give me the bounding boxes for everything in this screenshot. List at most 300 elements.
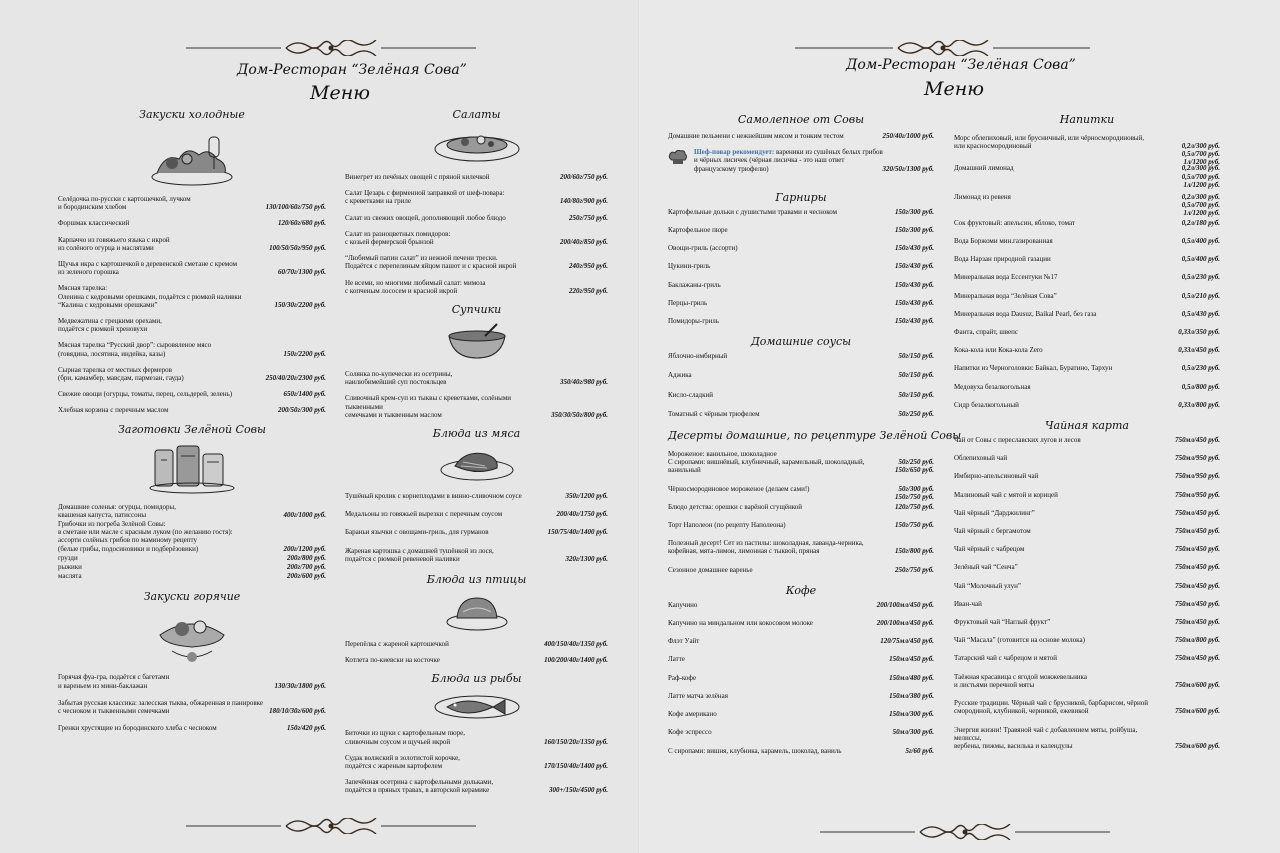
menu-item-name: Цукини-гриль bbox=[668, 262, 711, 271]
menu-item-name: Чай чёрный с чабрецом bbox=[954, 545, 1025, 554]
menu-item bbox=[954, 673, 1220, 689]
menu-item-name: Щучья икра с картошечкой в деревенской сметане с кремом из зеленого горошка bbox=[58, 260, 238, 277]
section-title-garnish: Гарниры bbox=[775, 190, 827, 204]
menu-item-price: 300+/150г/4500 руб. bbox=[549, 786, 608, 795]
menu-item-price: 750мл/950 руб. bbox=[1175, 490, 1220, 499]
menu-item-name: “Любимый папин салат” из нежной печени трески. Подаётся с перепелиным яйцом пашот и с красной икрой bbox=[345, 254, 517, 271]
menu-item-name: Полезный десерт! Сет из пастилы: шоколадная, лаванда-черника, кофейная, мята-лимон, лимонная с тыквой, пряная bbox=[668, 539, 864, 556]
menu-item-name: Чай от Совы с переславских лугов и лесов bbox=[954, 436, 1081, 445]
menu-item-price: 50г/250 руб. bbox=[898, 409, 934, 418]
menu-item-price: 750мл/600 руб. bbox=[1175, 741, 1220, 750]
menu-item-price: 750мл/450 руб. bbox=[1175, 436, 1220, 445]
menu-item bbox=[668, 410, 934, 418]
menu-item-price: 0,5л/400 руб. bbox=[1181, 255, 1220, 264]
menu-item bbox=[345, 510, 608, 518]
menu-item-name: Карпаччо из говяжьего языка с икрой из солёного огурца и маслятами bbox=[58, 235, 170, 252]
menu-item bbox=[668, 132, 934, 140]
menu-item bbox=[954, 328, 1220, 336]
menu-item-name: Флэт Уайт bbox=[668, 637, 700, 646]
menu-item-price: 150/75/40г/1400 руб. bbox=[547, 528, 608, 537]
menu-item-price: 170/150/40г/1400 руб. bbox=[544, 762, 608, 771]
chef-recommends-text: вареники из сушёных белых грибов и чёрных лисичек (чёрная лисичка - это наш ответ французскому трюфелю) bbox=[694, 148, 883, 173]
menu-item-name: Сливочный крем-суп из тыквы с креветками, солёными тыквенными семечками и тыквенным маслом bbox=[345, 394, 512, 419]
menu-item bbox=[954, 527, 1220, 535]
menu-item-price: 150г/2200 руб. bbox=[283, 349, 326, 358]
menu-item bbox=[954, 545, 1220, 553]
menu-item bbox=[58, 520, 326, 553]
menu-item bbox=[954, 273, 1220, 281]
menu-item-name: Картофельные дольки с душистыми травами и чесноком bbox=[668, 207, 838, 216]
menu-item bbox=[58, 554, 326, 562]
menu-item bbox=[345, 729, 608, 745]
menu-item-price: 50мл/300 руб. bbox=[892, 728, 934, 737]
chef-recommends-price: 320/50г/1300 руб. bbox=[882, 164, 934, 173]
menu-item bbox=[954, 618, 1220, 626]
menu-item bbox=[345, 173, 608, 181]
menu-item bbox=[668, 299, 934, 307]
menu-item bbox=[668, 391, 934, 399]
menu-item-name: Русские традиции. Чёрный чай с брусникой, барбарисом, чёрной смородиной, клубникой, черникой, ежевикой bbox=[954, 699, 1148, 716]
menu-item bbox=[668, 244, 934, 252]
menu-item bbox=[58, 406, 326, 414]
menu-item bbox=[954, 436, 1220, 444]
menu-item-price: 200г/600 руб. bbox=[286, 572, 326, 581]
menu-item-name: Сидр безалкогольный bbox=[954, 400, 1019, 409]
menu-item bbox=[345, 492, 608, 500]
menu-item bbox=[345, 778, 608, 794]
menu-item-price: 250/40/20г/2300 руб. bbox=[265, 374, 326, 383]
menu-item-price: 250г/750 руб. bbox=[894, 565, 934, 574]
menu-item-price: 0,5л/800 руб. bbox=[1181, 382, 1220, 391]
menu-item bbox=[668, 692, 934, 700]
menu-item-name: Свежие овощи (огурцы, томаты, перец, сельдерей, зелень) bbox=[58, 390, 233, 399]
menu-item bbox=[345, 189, 608, 205]
right-page bbox=[640, 0, 1280, 853]
menu-item-name: Забытая русская классика: залесская тыква, обжаренная в панировке с чесноком и тыквенными семечками bbox=[58, 698, 263, 716]
menu-item-price: 150г/800 руб. bbox=[894, 547, 934, 556]
menu-item bbox=[345, 370, 608, 386]
section-title-meat: Блюда из мяса bbox=[432, 427, 521, 441]
menu-item bbox=[954, 219, 1220, 227]
menu-item bbox=[954, 383, 1220, 391]
menu-item-name: Фруктовый чай “Наглый фрукт” bbox=[954, 618, 1051, 627]
menu-item-price: 750мл/950 руб. bbox=[1175, 454, 1220, 463]
menu-item-price: 0,5л/230 руб. bbox=[1181, 364, 1220, 373]
menu-item-name: Медовуха безалкогольная bbox=[954, 382, 1031, 391]
menu-item bbox=[58, 563, 326, 571]
menu-item bbox=[58, 366, 326, 382]
menu-item-price: 150г/300 руб. bbox=[894, 226, 934, 235]
menu-item-price: 650г/1400 руб. bbox=[283, 390, 326, 399]
menu-item-price: 200г/800 руб. bbox=[286, 553, 326, 562]
menu-item-name: Кофе эспрессо bbox=[668, 728, 712, 737]
menu-item-name: Перепёлка с жареной картошечкой bbox=[345, 640, 449, 649]
menu-item-name: Чай “Молочный улун” bbox=[954, 581, 1022, 590]
menu-item-name: Минеральная вода Ессентуки №17 bbox=[954, 273, 1058, 282]
menu-item bbox=[668, 226, 934, 234]
menu-item bbox=[668, 601, 934, 609]
menu-item-price: 120г/750 руб. bbox=[894, 502, 934, 511]
section-title-cold-appetizers: Закуски холодные bbox=[139, 108, 245, 121]
menu-item-price: 150г/750 руб. bbox=[894, 521, 934, 530]
section-title-drinks: Напитки bbox=[1059, 113, 1115, 126]
menu-item-name: Торт Наполеон (по рецепту Наполеона) bbox=[668, 521, 786, 530]
menu-item bbox=[668, 566, 934, 574]
menu-item bbox=[58, 317, 326, 333]
menu-item bbox=[345, 640, 608, 648]
menu-item-price: 150мл/380 руб. bbox=[889, 691, 934, 700]
menu-item bbox=[345, 254, 608, 270]
menu-item bbox=[668, 619, 934, 627]
menu-item bbox=[954, 346, 1220, 354]
menu-item-price: 350/30/50г/800 руб. bbox=[551, 410, 608, 419]
menu-item-name: Латте bbox=[668, 655, 685, 664]
menu-item-price: 250/40г/1000 руб. bbox=[882, 132, 934, 140]
menu-item bbox=[345, 754, 608, 770]
chef-recommends-label: Шеф-повар рекомендует: bbox=[694, 148, 775, 157]
menu-item-name: Имбирно-апельсиновый чай bbox=[954, 472, 1039, 481]
section-title-sova-handmade: Самолепное от Совы bbox=[737, 113, 865, 126]
menu-item bbox=[345, 394, 608, 419]
menu-item bbox=[668, 352, 934, 360]
menu-item bbox=[58, 284, 326, 309]
menu-item-name: Кофе американо bbox=[668, 710, 717, 719]
menu-item-name: Мясная тарелка: Оленина с кедровыми орешками, подаётся с рюмкой наливки “Калина с кедровыми орешками” bbox=[58, 284, 242, 309]
menu-item-price: 160/150/20г/1350 руб. bbox=[544, 737, 608, 746]
menu-item-price: 100/50/50г/950 руб. bbox=[269, 243, 326, 252]
menu-item-name: Минеральная вода Dausuz, Baikal Pearl, без газа bbox=[954, 309, 1097, 318]
menu-item-price: 750мл/450 руб. bbox=[1175, 599, 1220, 608]
menu-item bbox=[58, 219, 326, 227]
menu-item-name: Татарский чай с чабрецом и мятой bbox=[954, 654, 1057, 663]
menu-item bbox=[954, 726, 1220, 751]
hot-appetizers-list bbox=[58, 673, 326, 732]
menu-item bbox=[345, 230, 608, 246]
section-title-fish: Блюда из рыбы bbox=[431, 672, 522, 686]
menu-item-name: Форшмак классический bbox=[58, 219, 130, 228]
menu-item-name: Картофельное пюре bbox=[668, 226, 728, 235]
menu-item-price: 150мл/450 руб. bbox=[889, 655, 934, 664]
menu-item-price: 200/50г/300 руб. bbox=[278, 406, 326, 415]
menu-item-price: 350/40г/980 руб. bbox=[560, 378, 608, 387]
menu-item bbox=[954, 472, 1220, 480]
menu-item bbox=[954, 582, 1220, 590]
menu-item-price: 750мл/450 руб. bbox=[1175, 508, 1220, 517]
cold-appetizers-illustration bbox=[147, 125, 237, 187]
section-title-preserves: Заготовки Зелёной Совы bbox=[118, 422, 266, 436]
menu-item bbox=[58, 699, 326, 715]
menu-item-name: Сырная тарелка от местных фермеров (бри, камамбер, мавсдам, пармезан, гауда) bbox=[58, 365, 184, 383]
menu-item-name: Медвежатина с грецкими орехами, подаётся с рюмкой хреновухи bbox=[58, 317, 162, 334]
menu-item-name: Минеральная вода “Зелёная Сова” bbox=[954, 291, 1057, 300]
menu-item-price: 0,5л/400 руб. bbox=[1181, 237, 1220, 246]
menu-item-price: 400/150/40г/1350 руб. bbox=[544, 640, 608, 649]
menu-item-name: Чай “Масала” (готовится на основе молока) bbox=[954, 636, 1085, 645]
menu-item-name: Биточки из щуки с картофельным пюре, сливочным соусом и щучьей икрой bbox=[345, 729, 465, 746]
menu-item-price: 750мл/450 руб. bbox=[1175, 618, 1220, 627]
menu-item bbox=[954, 401, 1220, 409]
cold-appetizers-list bbox=[58, 195, 326, 415]
sauce-list bbox=[668, 352, 934, 418]
menu-item-name: Латте матча зелёная bbox=[668, 691, 728, 700]
meat-illustration bbox=[437, 444, 517, 484]
menu-item-price: 180/10/30г/600 руб. bbox=[269, 707, 326, 716]
salads-illustration bbox=[431, 125, 523, 165]
menu-item-price: 200/40г/850 руб. bbox=[560, 238, 608, 247]
menu-item-name: Таёжная красавица с ягодой можжевельника и листьями перечной мяты bbox=[954, 672, 1087, 689]
menu-item bbox=[668, 637, 934, 645]
menu-item bbox=[668, 208, 934, 216]
menu-item bbox=[345, 279, 608, 295]
menu-item-name: Блюдо детства: орешки с варёной сгущёнкой bbox=[668, 502, 803, 511]
menu-item-price: 200/40г/1750 руб. bbox=[556, 510, 608, 519]
menu-item-price: 50г/150 руб. bbox=[898, 352, 934, 361]
menu-item-name: Энергия жизни! Травяной чай с добавлением мяты, ройбуша, мелиссы, вербены, пижмы, василька и календулы bbox=[954, 725, 1138, 750]
menu-item-price: 150г/430 руб. bbox=[894, 298, 934, 307]
menu-item-price: 150мл/480 руб. bbox=[889, 673, 934, 682]
menu-item-price: 0,2л/180 руб. bbox=[1181, 218, 1220, 227]
drinks-list bbox=[954, 219, 1220, 409]
restaurant-name: Дом-Ресторан “Зелёная Сова” bbox=[237, 62, 467, 78]
right-column-1 bbox=[668, 113, 962, 765]
menu-item-name: Сок фруктовый: апельсин, яблоко, томат bbox=[954, 218, 1075, 227]
menu-item-name: рыжики bbox=[58, 563, 82, 572]
menu-item bbox=[58, 341, 326, 357]
menu-item-price: 750мл/950 руб. bbox=[1175, 472, 1220, 481]
menu-item bbox=[345, 214, 608, 222]
menu-item bbox=[954, 636, 1220, 644]
menu-item-price: 750мл/450 руб. bbox=[1175, 545, 1220, 554]
menu-item bbox=[668, 371, 934, 379]
preserves-illustration bbox=[147, 440, 237, 495]
menu-item-price: 200г/1200 руб. bbox=[283, 544, 326, 553]
menu-item bbox=[668, 728, 934, 736]
menu-item-name: Зелёный чай “Сенча” bbox=[954, 563, 1018, 572]
menu-item-name: Салат Цезарь с фирменной заправкой от шеф-повара: с креветками на гриле bbox=[345, 189, 505, 206]
rhubarb-lemonade-item: Лимонад из ревеня 0,2л/300 руб. 0,5л/700 руб. 1л/1200 руб. bbox=[954, 192, 1220, 218]
soups-illustration bbox=[437, 320, 517, 362]
menu-item-price: 750мл/600 руб. bbox=[1175, 707, 1220, 716]
menu-item-name: Горячая фуа-гра, подаётся с багетами и вареньем из мини-баклажан bbox=[58, 673, 170, 690]
menu-item-name: Бараньи язычки с овощами-гриль, для гурманов bbox=[345, 528, 489, 537]
menu-item bbox=[58, 236, 326, 252]
section-title-desserts: Десерты домашние, по рецептуре Зелёной Совы bbox=[668, 429, 962, 443]
menu-item-name: Капучино bbox=[668, 600, 698, 609]
menu-item-price: 750мл/600 руб. bbox=[1175, 680, 1220, 689]
menu-item bbox=[345, 528, 608, 536]
menu-item-name: Перцы-гриль bbox=[668, 298, 708, 307]
lemonade-item: Домашний лимонад 0,2л/300 руб. 0,5л/700 руб. 1л/1200 руб. bbox=[954, 164, 1220, 189]
menu-item-name: грузди bbox=[58, 553, 78, 562]
menu-item bbox=[58, 673, 326, 689]
restaurant-name-right: Дом-Ресторан “Зелёная Сова” bbox=[846, 57, 1076, 73]
menu-item-price: 350г/1200 руб. bbox=[565, 492, 608, 501]
menu-item bbox=[954, 699, 1220, 715]
bottom-ornament-left bbox=[186, 818, 476, 834]
menu-item-price: 60/70г/1300 руб. bbox=[278, 268, 326, 277]
top-ornament-right bbox=[795, 40, 1090, 56]
menu-item-price: 5г/60 руб. bbox=[905, 746, 934, 755]
section-title-poultry: Блюда из птицы bbox=[426, 573, 527, 587]
menu-item bbox=[668, 281, 934, 289]
pelmeni-item bbox=[668, 132, 934, 140]
section-title-coffee: Кофе bbox=[785, 583, 817, 597]
menu-item-price: 120/60г/680 руб. bbox=[278, 219, 326, 228]
section-title-hot-appetizers: Закуски горячие bbox=[143, 590, 241, 604]
menu-item-name: Малиновый чай с мятой и корицей bbox=[954, 490, 1058, 499]
hot-appetizers-illustration bbox=[152, 607, 232, 665]
menu-item-name: Иван-чай bbox=[954, 599, 982, 608]
menu-item-name: Раф-кофе bbox=[668, 673, 697, 682]
menu-item-name: Капучино на миндальном или кокосовом молоке bbox=[668, 619, 813, 628]
menu-item bbox=[954, 509, 1220, 517]
menu-item bbox=[954, 563, 1220, 571]
menu-item-name: Вода Нарзан природной газации bbox=[954, 255, 1051, 264]
menu-item-name: маслята bbox=[58, 572, 82, 581]
soups-list bbox=[345, 370, 608, 419]
menu-item-price: 220г/950 руб. bbox=[568, 286, 608, 295]
menu-item-price: 320г/1300 руб. bbox=[565, 554, 608, 563]
menu-item-price: 750мл/800 руб. bbox=[1175, 636, 1220, 645]
menu-item-price: 150г/430 руб. bbox=[894, 262, 934, 271]
menu-item bbox=[954, 237, 1220, 245]
menu-item bbox=[668, 262, 934, 270]
menu-item-name: Мясная тарелка “Русский двор”: сыровяленое мясо (говядина, лосятина, индейка, казы) bbox=[58, 341, 212, 358]
coffee-list bbox=[668, 601, 934, 755]
menu-item-price: 750мл/450 руб. bbox=[1175, 654, 1220, 663]
menu-item-price: 250г/750 руб. bbox=[568, 213, 608, 222]
menu-item bbox=[954, 310, 1220, 318]
menu-item-name: Овощи-гриль (ассорти) bbox=[668, 244, 738, 253]
menu-item bbox=[668, 539, 934, 555]
menu-item-price: 240г/950 руб. bbox=[568, 262, 608, 271]
menu-item-price: 200г/700 руб. bbox=[286, 563, 326, 572]
menu-item-name: Салат из разноцветных помидоров: с козьей фермерской брынзой bbox=[345, 229, 451, 247]
menu-item-name: Томатный с чёрным трюфелем bbox=[668, 409, 760, 418]
menu-item-price: 50г/150 руб. bbox=[898, 390, 934, 399]
menu-item-price: 140/80г/900 руб. bbox=[560, 197, 608, 206]
ice-cream-item: Мороженое: ванильное, шоколадное С сиропами: вишнёвый, клубничный, карамельный, шоколадный, ванильный 50г/250 руб. 150г/650 руб. bbox=[668, 450, 934, 475]
menu-title-right: Меню bbox=[924, 78, 984, 100]
menu-item bbox=[668, 503, 934, 511]
menu-item-name: Напитки из Черноголовки: Байкал, Буратино, Тархун bbox=[954, 364, 1113, 373]
menu-title: Меню bbox=[310, 82, 370, 104]
menu-item-price: 0,33л/800 руб. bbox=[1178, 400, 1220, 409]
menu-item-price: 200/100мл/450 руб. bbox=[876, 619, 934, 628]
menu-item bbox=[954, 364, 1220, 372]
menu-item bbox=[954, 491, 1220, 499]
fish-illustration bbox=[433, 689, 521, 721]
menu-item-price: 150г/430 руб. bbox=[894, 244, 934, 253]
fish-list bbox=[345, 729, 608, 794]
garnish-list bbox=[668, 208, 934, 325]
menu-item bbox=[58, 503, 326, 519]
chef-hat-icon bbox=[668, 150, 688, 166]
menu-item bbox=[668, 317, 934, 325]
left-column-2 bbox=[345, 108, 608, 803]
menu-item-price: 0,5л/210 руб. bbox=[1181, 291, 1220, 300]
menu-item-name: Тушёный кролик с корнеплодами в винно-сливочном соусе bbox=[345, 492, 522, 501]
menu-item-price: 750мл/450 руб. bbox=[1175, 563, 1220, 572]
menu-item-price: 0,33л/350 руб. bbox=[1178, 328, 1220, 337]
menu-item bbox=[58, 572, 326, 580]
menu-item bbox=[58, 724, 326, 732]
menu-item-name: С сиропами: вишня, клубника, карамель, шоколад, ваниль bbox=[668, 746, 842, 755]
poultry-illustration bbox=[443, 590, 511, 632]
menu-item-name: Кока-кола или Кока-кола Zero bbox=[954, 346, 1043, 355]
menu-item bbox=[954, 454, 1220, 462]
menu-item-price: 150г/300 руб. bbox=[894, 207, 934, 216]
menu-item-price: 130/30г/1800 руб. bbox=[274, 681, 326, 690]
menu-item-name: Аджика bbox=[668, 371, 692, 380]
menu-item-name: Судак волжский в золотистой корочке, подаётся с жареным картофелем bbox=[345, 753, 460, 771]
menu-item-name: Запечённая осетрина с картофельными дольками, подаётся в пряных травах, в авторской керамике bbox=[345, 778, 494, 795]
menu-item bbox=[345, 547, 608, 563]
menu-item bbox=[58, 195, 326, 211]
menu-item-name: Грибочки из погреба Зелёной Совы: в сметане или масле с красным луком (по желанию гостя): ассорти солёных грибов по маминому рецепту (белые грибы, подосиновики и подберёзовики) bbox=[58, 520, 233, 553]
tea-list bbox=[954, 436, 1220, 750]
bottom-ornament-right bbox=[820, 824, 1110, 840]
menu-item bbox=[954, 600, 1220, 608]
section-title-salads: Салаты bbox=[452, 108, 501, 121]
menu-item bbox=[668, 521, 934, 529]
poultry-list bbox=[345, 640, 608, 664]
menu-item-price: 150г/420 руб. bbox=[286, 724, 326, 733]
menu-item-name: Фанта, спрайт, швепс bbox=[954, 328, 1018, 337]
menu-item-price: 50г/150 руб. bbox=[898, 371, 934, 380]
menu-item-price: 200/60г/750 руб. bbox=[560, 173, 608, 181]
menu-item-price: 150мл/300 руб. bbox=[889, 710, 934, 719]
menu-item bbox=[668, 655, 934, 663]
menu-item-name: Салат из свежих овощей, дополняющий любое блюдо bbox=[345, 213, 506, 222]
preserves-list bbox=[58, 503, 326, 581]
menu-item-price: 120/75мл/450 руб. bbox=[880, 637, 934, 646]
menu-item-price: 150г/430 руб. bbox=[894, 280, 934, 289]
menu-item bbox=[345, 656, 608, 664]
menu-item bbox=[58, 390, 326, 398]
menu-item bbox=[954, 654, 1220, 662]
menu-item-price: 750мл/450 руб. bbox=[1175, 527, 1220, 536]
menu-item-price: 400г/1000 руб. bbox=[283, 510, 326, 519]
menu-item-name: Винегрет из печёных овощей с пряной килечкой bbox=[345, 173, 490, 181]
menu-item bbox=[668, 747, 934, 755]
menu-item-name: Гренки хрустящие из бородинского хлеба с чесноком bbox=[58, 724, 217, 733]
blackcurrant-ice-cream-item: Чёрносмородиновое мороженое (делаем сами!) 50г/300 руб. 150г/750 руб. bbox=[668, 484, 934, 501]
menu-item-price: 130/100/60г/750 руб. bbox=[265, 203, 326, 212]
menu-item-price: 0,5л/430 руб. bbox=[1181, 309, 1220, 318]
menu-item-name: Жареная картошка с домашней тушёнкой из лося, подаётся с рюмкой ревеневой наливки bbox=[345, 546, 494, 563]
right-column-2 bbox=[954, 113, 1220, 760]
menu-item bbox=[954, 255, 1220, 263]
menu-item-name: Чай чёрный с бергамотом bbox=[954, 527, 1031, 536]
menu-item bbox=[668, 674, 934, 682]
dessert-list bbox=[668, 503, 934, 574]
menu-item bbox=[58, 260, 326, 276]
menu-item-price: 150/30г/2200 руб. bbox=[274, 300, 326, 309]
section-title-tea: Чайная карта bbox=[1045, 419, 1129, 433]
menu-item-name: Домашние пельмени с нежнейшим мясом и тонким тестом bbox=[668, 132, 844, 140]
menu-item-name: Баклажаны-гриль bbox=[668, 280, 721, 289]
menu-item-name: Котлета по-киевски на косточке bbox=[345, 656, 440, 665]
menu-item-name: Вода Боржоми мин.газированная bbox=[954, 237, 1053, 246]
menu-item-price: 150г/430 руб. bbox=[894, 317, 934, 326]
left-column-1 bbox=[58, 108, 326, 742]
menu-item-name: Медальоны из говяжьей вырезки с перечным соусом bbox=[345, 510, 503, 519]
menu-item-price: 100/200/40г/1400 руб. bbox=[544, 656, 608, 665]
salads-list bbox=[345, 173, 608, 295]
menu-item-price: 750мл/450 руб. bbox=[1175, 581, 1220, 590]
menu-item-name: Чай чёрный “Дарджилинг” bbox=[954, 508, 1035, 517]
